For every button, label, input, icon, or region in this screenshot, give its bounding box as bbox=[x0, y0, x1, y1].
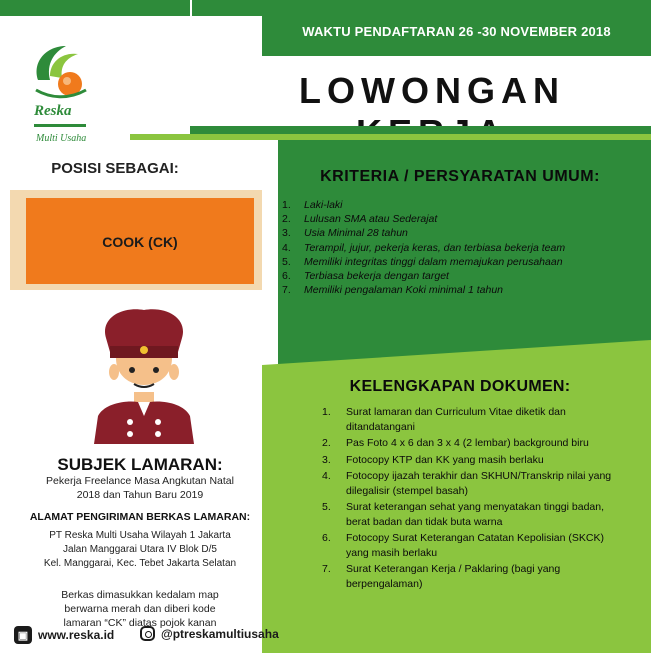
note-line-2: berwarna merah dan diberi kode bbox=[64, 603, 216, 615]
submission-note bbox=[20, 588, 260, 630]
criteria-number: 7. bbox=[282, 284, 291, 297]
criteria-title: KRITERIA / PERSYARATAN UMUM: bbox=[320, 168, 600, 185]
criteria-item bbox=[282, 283, 642, 297]
criteria-text: Memiliki integritas tinggi dalam memajukan perusahaan bbox=[304, 255, 563, 268]
address-title: ALAMAT PENGIRIMAN BERKAS LAMARAN: bbox=[29, 511, 251, 523]
document-number: 2. bbox=[322, 437, 331, 449]
document-number: 5. bbox=[322, 501, 331, 513]
top-green-bar bbox=[192, 0, 651, 16]
subject-line-2: 2018 dan Tahun Baru 2019 bbox=[76, 489, 204, 501]
document-text: Pas Foto 4 x 6 dan 3 x 4 (2 lembar) background biru bbox=[346, 437, 589, 449]
criteria-text: Terbiasa bekerja dengan target bbox=[304, 269, 449, 282]
document-text: Surat lamaran dan Curriculum Vitae diketik dan ditandatangani bbox=[346, 406, 566, 433]
note-line-3: lamaran “CK” diatas pojok kanan bbox=[63, 617, 217, 629]
document-item bbox=[322, 453, 622, 468]
address-line-2: Jalan Manggarai Utara IV Blok D/5 bbox=[63, 544, 217, 555]
criteria-number: 2. bbox=[282, 213, 291, 226]
criteria-number: 6. bbox=[282, 269, 291, 282]
subject-description bbox=[24, 474, 256, 502]
position-value: COOK (CK) bbox=[102, 234, 178, 250]
note-line-1: Berkas dimasukkan kedalam map bbox=[61, 589, 219, 601]
reska-logo-icon bbox=[28, 40, 90, 104]
document-text: Surat keterangan sehat yang menyatakan tinggi badan, berat badan dan tidak buta warna bbox=[346, 501, 605, 528]
header-stripe-dark bbox=[190, 126, 651, 134]
document-item bbox=[322, 562, 622, 591]
footer-instagram[interactable] bbox=[140, 626, 279, 641]
criteria-number: 1. bbox=[282, 199, 291, 211]
document-text: Fotocopy KTP dan KK yang masih berlaku bbox=[346, 453, 544, 466]
document-text: Fotocopy Surat Keterangan Catatan Kepolisian (SKCK) yang masih berlaku bbox=[346, 532, 604, 559]
poster-title: LOWONGAN bbox=[299, 70, 565, 111]
criteria-number: 3. bbox=[282, 227, 291, 240]
criteria-item bbox=[282, 255, 642, 269]
logo-name: Reska bbox=[34, 103, 72, 119]
logo-subtitle: Multi Usaha bbox=[36, 133, 87, 144]
address-line-1: PT Reska Multi Usaha Wilayah 1 Jakarta bbox=[49, 530, 231, 541]
document-item bbox=[322, 500, 622, 529]
website-link[interactable]: www.reska.id bbox=[38, 628, 115, 642]
footer-website[interactable] bbox=[14, 626, 114, 644]
document-item bbox=[322, 531, 622, 560]
criteria-list bbox=[282, 198, 642, 297]
criteria-item bbox=[282, 212, 642, 226]
criteria-text: Lulusan SMA atau Sederajat bbox=[304, 213, 438, 226]
logo-underline bbox=[34, 124, 86, 127]
subject-line-1: Pekerja Freelance Masa Angkutan Natal bbox=[46, 475, 234, 487]
registration-period: WAKTU PENDAFTARAN 26 -30 NOVEMBER 2018 bbox=[302, 24, 611, 39]
criteria-item bbox=[282, 269, 642, 283]
address-line-3: Kel. Manggarai, Kec. Tebet Jakarta Selatan bbox=[43, 558, 237, 569]
criteria-item bbox=[282, 198, 642, 212]
criteria-item bbox=[282, 226, 642, 240]
position-label: POSISI SEBAGAI: bbox=[51, 160, 179, 177]
criteria-item bbox=[282, 241, 642, 255]
document-item bbox=[322, 436, 622, 451]
subject-title: SUBJEK LAMARAN: bbox=[57, 455, 223, 474]
document-number: 6. bbox=[322, 532, 331, 544]
criteria-text: Usia Minimal 28 tahun bbox=[304, 227, 408, 240]
document-text: Fotocopy ijazah terakhir dan SKHUN/Transkrip nilai yang dilegalisir (stempel basah) bbox=[346, 470, 612, 497]
criteria-text: Laki-laki bbox=[304, 199, 343, 211]
document-number: 1. bbox=[322, 406, 331, 418]
criteria-text: Memiliki pengalaman Koki minimal 1 tahun bbox=[304, 284, 504, 297]
criteria-text: Terampil, jujur, pekerja keras, dan terbiasa bekerja team bbox=[304, 241, 566, 254]
address-block bbox=[20, 529, 260, 571]
document-text: Surat Keterangan Kerja / Paklaring (bagi yang berpengalaman) bbox=[346, 563, 561, 590]
document-item bbox=[322, 469, 622, 498]
documents-list bbox=[322, 405, 622, 593]
document-number: 7. bbox=[322, 563, 331, 575]
document-number: 3. bbox=[322, 453, 331, 466]
chef-icon bbox=[94, 304, 194, 444]
instagram-handle[interactable]: @ptreskamultiusaha bbox=[161, 626, 279, 641]
criteria-number: 5. bbox=[282, 255, 291, 268]
globe-icon: ▣ bbox=[14, 626, 32, 644]
top-left-green-strip bbox=[0, 0, 190, 16]
documents-title: KELENGKAPAN DOKUMEN: bbox=[349, 378, 571, 395]
document-item bbox=[322, 405, 622, 434]
document-number: 4. bbox=[322, 470, 331, 482]
criteria-number: 4. bbox=[282, 241, 291, 254]
instagram-icon bbox=[140, 626, 155, 641]
